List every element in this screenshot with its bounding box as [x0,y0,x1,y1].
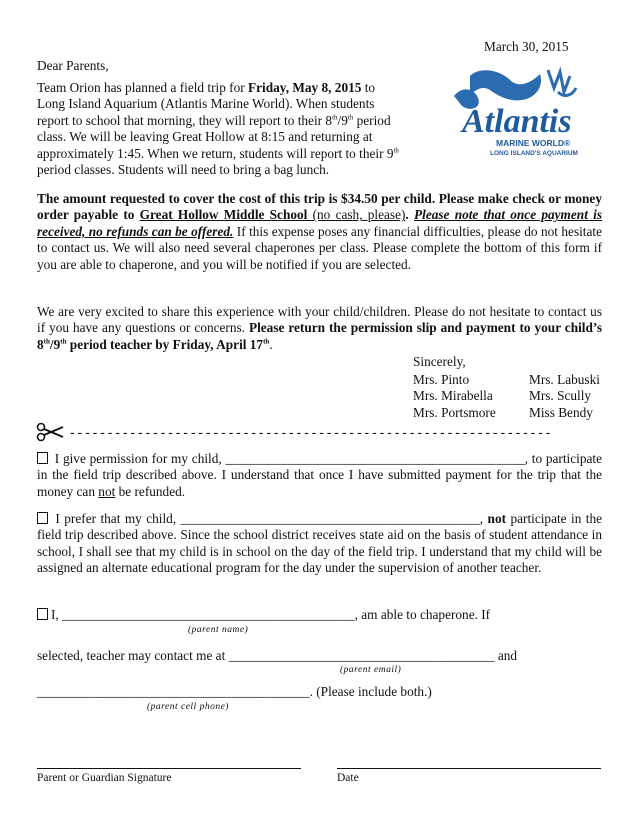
decline-option: I prefer that my child, _____________________________________________, not participate in the field trip described above. Since the school district receives state aid on the basis of student attendance in school, I shall see that my child is in school on the day of the field trip. I understand that my child will be assigned an alternate educational program for the day under the supervision of another teacher. [37,511,603,576]
no-refund-note: Please note that once payment is received, no refunds can be offered. [37,207,602,239]
parent-name-label: (parent name) [188,625,249,635]
svg-text:Atlantis: Atlantis [462,103,572,140]
child-name-blank[interactable]: _____________________________________________ [225,451,525,466]
chaperone-line-2: selected, teacher may contact me at ________________________________________ and [37,648,518,663]
date-line[interactable] [337,768,601,769]
trip-date: Friday, May 8, 2015 [248,80,362,95]
chaperone-checkbox[interactable] [37,608,48,620]
parent-phone-blank[interactable]: _________________________________________ [37,684,310,699]
greeting: Dear Parents, [37,58,109,73]
signoff: Sincerely, [413,354,466,369]
teacher-list: Mrs. Pinto Mrs. Labuski Mrs. Mirabella Mrs. Scully Mrs. Portsmore Miss Bendy [413,372,600,420]
signature-line[interactable] [37,768,301,769]
child-name-blank-2[interactable]: _____________________________________________ [180,511,480,526]
signature-label: Parent or Guardian Signature [37,772,172,784]
parent-email-blank[interactable]: ________________________________________ [228,648,495,663]
chaperone-line-3: _________________________________________. (Please include both.) [37,684,432,699]
cost-paragraph: The amount requested to cover the cost of this trip is $34.50 per child. Please make check or money order payable to Great Hollow Middle School (no cash, please). Please note that once payment is received, no refunds can be offered. If this expense poses any financial difficulties, please do not hesitate to contact us. We will also need several chaperones per class. Please complete the bottom of this form if you are able to chaperone, and you will be notified if you are selected. [37,191,603,272]
parent-name-blank[interactable]: ____________________________________________ [62,607,355,622]
svg-text:MARINE WORLD®: MARINE WORLD® [496,138,571,148]
parent-phone-label: (parent cell phone) [147,702,229,712]
decline-checkbox[interactable] [37,512,48,524]
svg-text:LONG ISLAND'S AQUARIUM: LONG ISLAND'S AQUARIUM [490,150,578,157]
mermaid-emblem-icon [440,66,605,166]
parent-email-label: (parent email) [340,665,402,675]
permission-checkbox[interactable] [37,452,48,464]
chaperone-line-1: I, ____________________________________________, am able to chaperone. If [37,607,602,623]
intro-paragraph: Team Orion has planned a field trip for Friday, May 8, 2015 to Long Island Aquarium (Atlantis Marine World). When students report to school that morning, they will report to their 8th/9th period class. We will be leaving Great Hollow at 8:15 and returning at approximately 1:45. When we return, students will report to their 9th period classes. Students will need to bring a bag lunch. [37,80,399,178]
excited-paragraph: We are very excited to share this experience with your child/children. Please do not hesitate to contact us if you have any questions or concerns. Please return the permission slip and payment to your child’s 8th/9th period teacher by Friday, April 17th. [37,304,602,352]
date-label: Date [337,772,359,784]
cut-line: - - - - - - - - - - - - - - - - - - - - - - - - - - - - - - - - - - - - - - - - - - - - - - - - - - - - - - - - - - - - - - - - [70,424,550,440]
letter-date: March 30, 2015 [484,39,569,54]
permission-option: I give permission for my child, _____________________________________________, to participate in the field trip described above. I understand that once I have submitted payment for the trip that the money can not be refunded. [37,451,602,499]
payable-to: Great Hollow Middle School [139,207,308,223]
atlantis-logo [440,66,605,166]
scissors-icon [36,422,66,447]
